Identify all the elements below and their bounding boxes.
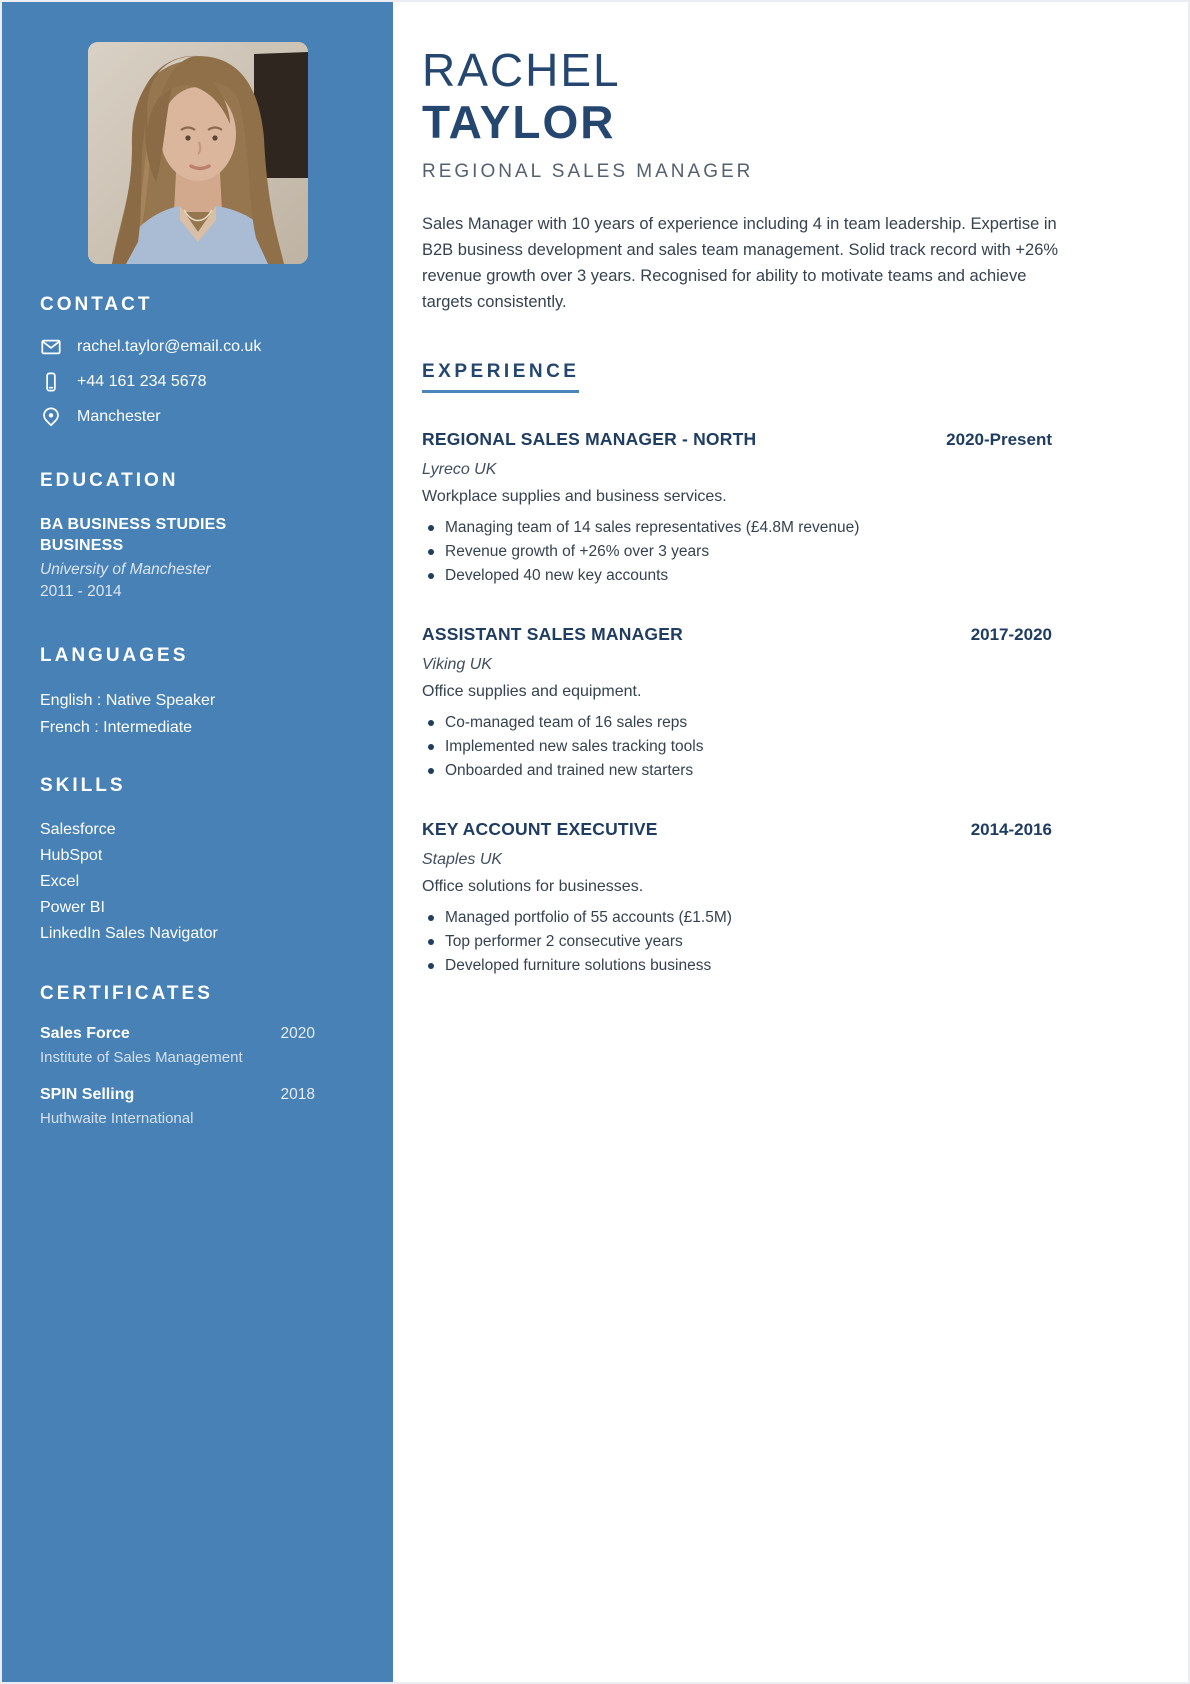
- language-item: English : Native Speaker: [40, 692, 216, 709]
- profile-photo: [88, 42, 308, 264]
- experience-entry: [422, 819, 1080, 978]
- entry-bullet: Managing team of 14 sales representatives (£4.8M revenue): [422, 516, 1080, 540]
- contact-phone-row: [40, 371, 355, 393]
- education-heading: EDUCATION: [40, 470, 179, 491]
- experience-entry: [422, 624, 1080, 783]
- entry-bullet-list: [422, 711, 1080, 783]
- contact-list: [40, 336, 355, 428]
- certificate-name: SPIN Selling: [40, 1086, 135, 1103]
- languages-section: [40, 645, 355, 741]
- entry-bullet-list: [422, 516, 1080, 588]
- certificate-year: 2020: [280, 1025, 315, 1042]
- entry-dates: 2017-2020: [970, 625, 1052, 644]
- entry-bullet: Managed portfolio of 55 accounts (£1.5M): [422, 906, 1080, 930]
- education-section: [40, 470, 355, 601]
- education-school: University of Manchester: [40, 561, 211, 578]
- entry-bullet: Developed 40 new key accounts: [422, 564, 1080, 588]
- certificate-name: Sales Force: [40, 1025, 130, 1042]
- entry-dates: 2014-2016: [970, 820, 1052, 839]
- certificates-heading: CERTIFICATES: [40, 983, 213, 1004]
- skill-item: LinkedIn Sales Navigator: [40, 925, 218, 942]
- entry-bullet-list: [422, 906, 1080, 978]
- location-pin-icon: [40, 406, 62, 428]
- entry-bullet: Implemented new sales tracking tools: [422, 735, 1080, 759]
- contact-email-row: [40, 336, 355, 358]
- language-item: French : Intermediate: [40, 719, 193, 736]
- entry-title: KEY ACCOUNT EXECUTIVE: [422, 819, 658, 839]
- entry-title: REGIONAL SALES MANAGER - NORTH: [422, 429, 757, 449]
- skill-item: Excel: [40, 873, 80, 890]
- skills-heading: SKILLS: [40, 775, 126, 796]
- job-title: REGIONAL SALES MANAGER: [422, 161, 754, 182]
- last-name: TAYLOR: [422, 96, 616, 148]
- entry-bullet: Co-managed team of 16 sales reps: [422, 711, 1080, 735]
- skills-section: [40, 775, 355, 947]
- portrait-illustration: [88, 42, 308, 264]
- contact-email: rachel.taylor@email.co.uk: [77, 338, 262, 355]
- first-name: RACHEL: [422, 44, 621, 96]
- skill-item: HubSpot: [40, 847, 103, 864]
- certificate-item: [40, 1025, 355, 1066]
- experience-entry: [422, 429, 1080, 588]
- experience-section: [422, 361, 1080, 393]
- main-content: [393, 2, 1188, 1682]
- entry-description: Office supplies and equipment.: [422, 683, 642, 700]
- entry-description: Workplace supplies and business services.: [422, 488, 727, 505]
- languages-heading: LANGUAGES: [40, 645, 189, 666]
- certificate-issuer: Institute of Sales Management: [40, 1049, 243, 1066]
- contact-heading: CONTACT: [40, 294, 153, 315]
- contact-location-row: [40, 406, 355, 428]
- entry-bullet: Developed furniture solutions business: [422, 954, 1080, 978]
- entry-company: Lyreco UK: [422, 461, 497, 478]
- entry-bullet: Top performer 2 consecutive years: [422, 930, 1080, 954]
- contact-phone: +44 161 234 5678: [77, 373, 207, 390]
- professional-summary: Sales Manager with 10 years of experience including 4 in team leadership. Expertise in B2B business development and sales team management. Solid track record with +26% revenue growth over 3 years. Recognised for ability to motivate teams and achieve targets consistently.: [422, 215, 1059, 311]
- certificate-issuer: Huthwaite International: [40, 1110, 194, 1127]
- certificate-item: [40, 1086, 355, 1127]
- contact-section: [40, 294, 355, 428]
- entry-title: ASSISTANT SALES MANAGER: [422, 624, 683, 644]
- skill-item: Salesforce: [40, 821, 116, 838]
- education-degree: BA BUSINESS STUDIES BUSINESS: [40, 516, 227, 554]
- education-years: 2011 - 2014: [40, 583, 122, 600]
- entry-dates: 2020-Present: [946, 430, 1052, 449]
- phone-icon: [40, 371, 62, 393]
- experience-heading: EXPERIENCE: [422, 361, 579, 393]
- entry-company: Staples UK: [422, 851, 503, 868]
- entry-description: Office solutions for businesses.: [422, 878, 644, 895]
- skills-list: [40, 817, 355, 947]
- languages-list: [40, 687, 355, 741]
- entry-bullet: Revenue growth of +26% over 3 years: [422, 540, 1080, 564]
- entry-company: Viking UK: [422, 656, 492, 673]
- entry-bullet: Onboarded and trained new starters: [422, 759, 1080, 783]
- certificate-year: 2018: [280, 1086, 315, 1103]
- certificates-section: [40, 983, 355, 1127]
- contact-location: Manchester: [77, 408, 161, 425]
- sidebar: [2, 2, 393, 1682]
- email-icon: [40, 336, 62, 358]
- skill-item: Power BI: [40, 899, 105, 916]
